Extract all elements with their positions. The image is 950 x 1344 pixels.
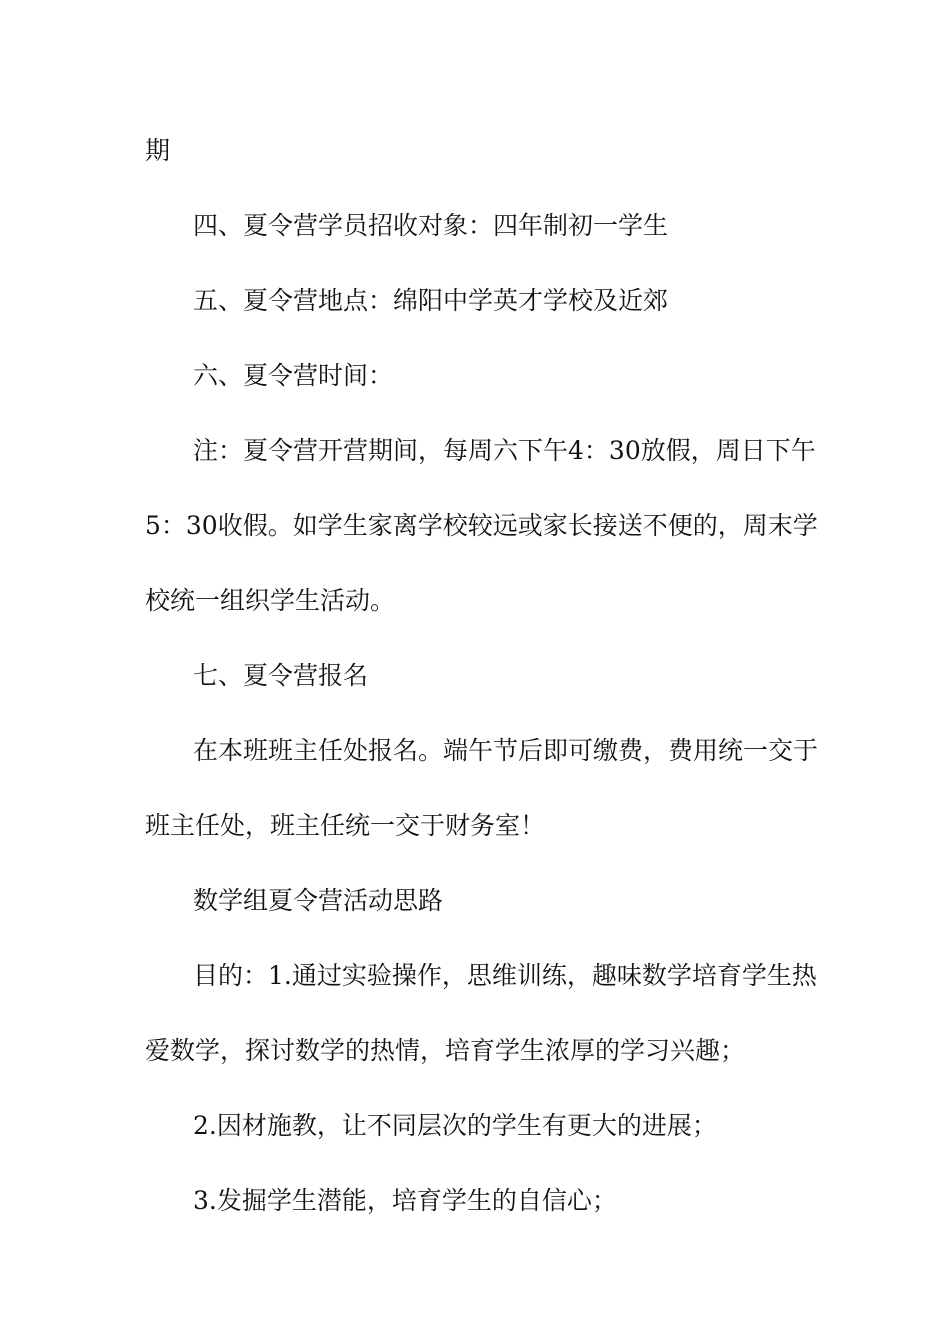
paragraph-line: 5：30收假。如学生家离学校较远或家长接送不便的，周末学 [145, 511, 818, 540]
paragraph-line: 在本班班主任处报名。端午节后即可缴费，费用统一交于 [193, 736, 819, 765]
paragraph-line: 注：夏令营开营期间，每周六下午4：30放假，周日下午 [193, 436, 816, 465]
paragraph-line: 校统一组织学生活动。 [145, 586, 396, 615]
section-title: 数学组夏令营活动思路 [193, 886, 444, 915]
list-item: 2.因材施教，让不同层次的学生有更大的进展； [193, 1111, 717, 1140]
paragraph-line: 目的：1.通过实验操作，思维训练，趣味数学培育学生热 [193, 961, 817, 990]
list-item: 3.发掘学生潜能，培育学生的自信心； [193, 1186, 617, 1215]
section-heading: 七、夏令营报名 [193, 661, 369, 690]
paragraph-line: 班主任处，班主任统一交于财务室！ [145, 811, 546, 840]
paragraph-line: 爱数学，探讨数学的热情，培育学生浓厚的学习兴趣； [145, 1036, 746, 1065]
text-line: 期 [145, 136, 171, 165]
section-heading: 四、夏令营学员招收对象：四年制初一学生 [193, 211, 669, 240]
section-heading: 六、夏令营时间： [193, 361, 394, 390]
section-heading: 五、夏令营地点：绵阳中学英才学校及近郊 [193, 286, 669, 315]
